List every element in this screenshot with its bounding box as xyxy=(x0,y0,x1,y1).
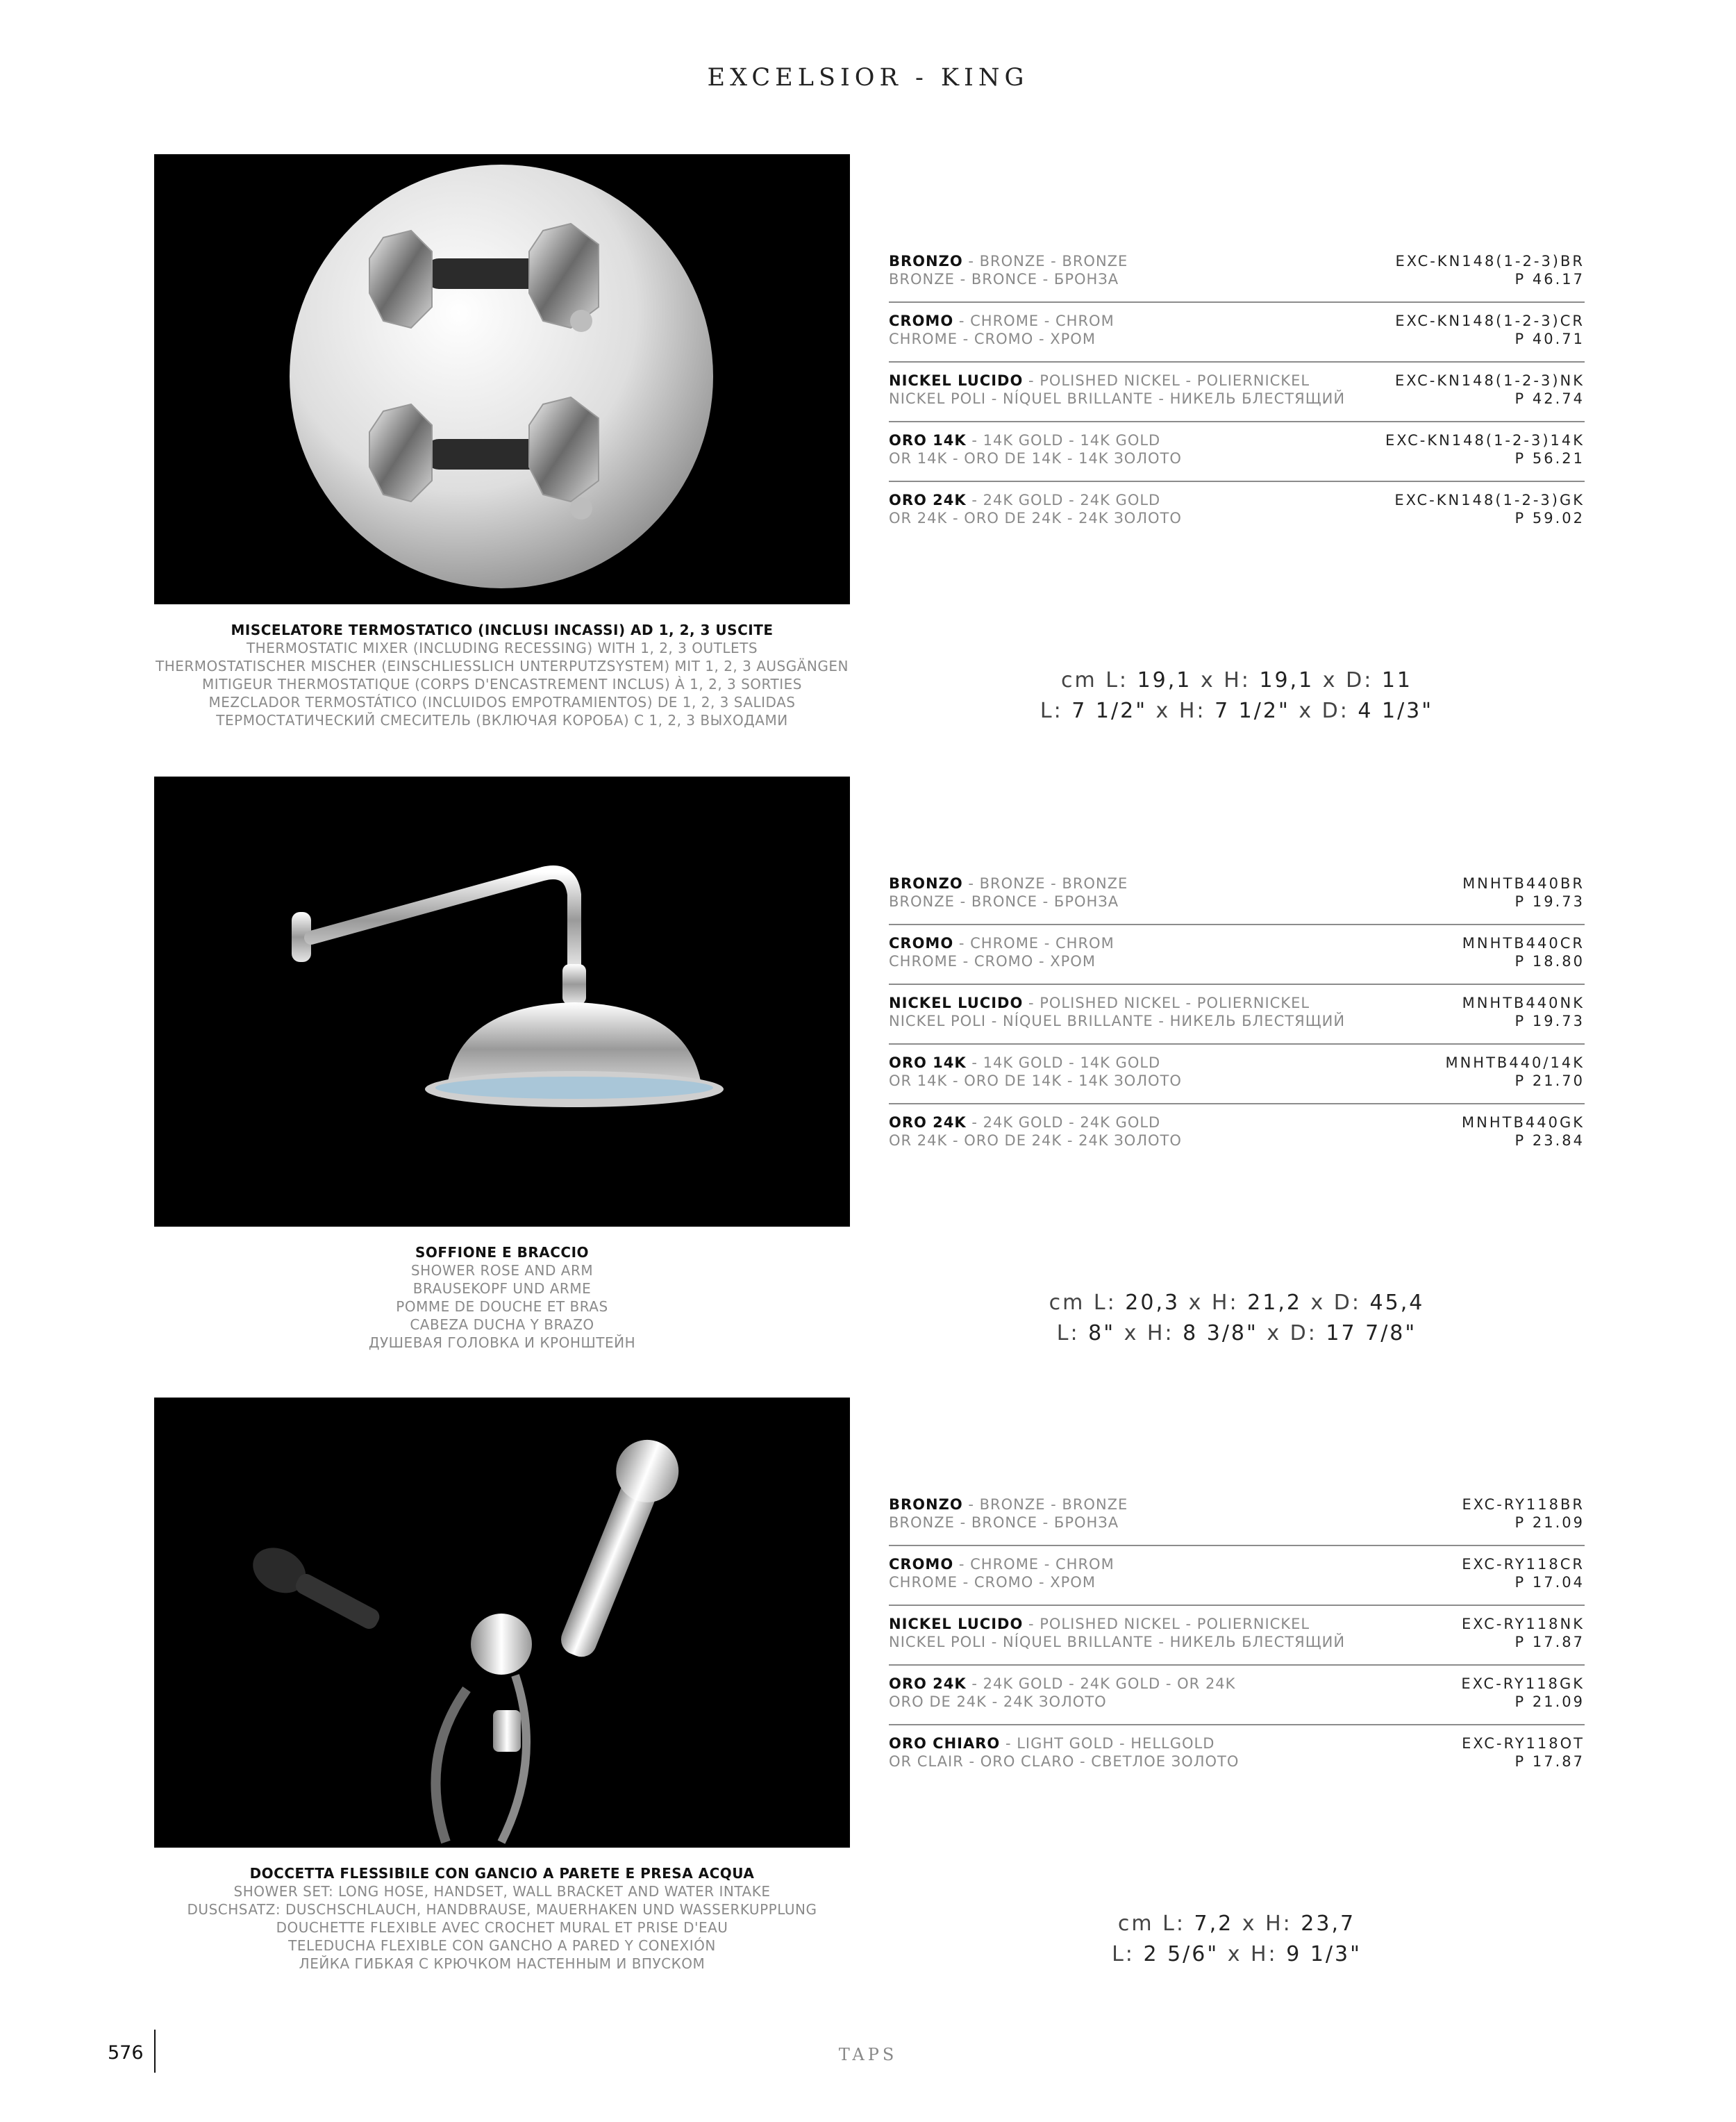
description-line: CABEZA DUCHA Y BRAZO xyxy=(410,1316,594,1333)
finish-translations: - 14K GOLD - 14K GOLD xyxy=(966,1054,1161,1071)
description-line: SHOWER ROSE AND ARM xyxy=(410,1262,594,1279)
product-description xyxy=(154,621,850,729)
product-price: P 21.09 xyxy=(1514,1693,1585,1710)
finish-translations: - BRONZE - BRONZE xyxy=(962,253,1128,270)
finish-table xyxy=(889,1486,1585,1785)
product-thermostatic-mixer xyxy=(0,154,1736,779)
finish-row xyxy=(889,303,1585,363)
product-code: MNHTB440GK xyxy=(1462,1114,1585,1131)
finish-name: BRONZO xyxy=(889,875,963,892)
finish-translations-secondary: BRONZE - BRONCE - БРОНЗА xyxy=(889,1514,1119,1531)
dimensions xyxy=(889,1909,1585,1970)
product-code: MNHTB440BR xyxy=(1462,875,1585,892)
finish-translations-secondary: CHROME - CROMO - ХРОМ xyxy=(889,331,1096,347)
product-price: P 42.74 xyxy=(1514,390,1585,407)
finish-table xyxy=(889,865,1585,1164)
finish-name: NICKEL LUCIDO xyxy=(889,1616,1024,1632)
finish-translations-secondary: OR 24K - ORO DE 24K - 24K ЗОЛОТО xyxy=(889,510,1182,527)
thermostatic-mixer-illustration xyxy=(154,154,850,604)
product-code: MNHTB440CR xyxy=(1462,935,1585,952)
finish-translations: - CHROME - CHROM xyxy=(953,935,1115,952)
product-code: MNHTB440/14K xyxy=(1445,1054,1585,1071)
product-code: EXC-RY118OT xyxy=(1462,1735,1585,1752)
finish-name: ORO 24K xyxy=(889,492,967,508)
finish-translations-secondary: OR 24K - ORO DE 24K - 24K ЗОЛОТО xyxy=(889,1132,1182,1149)
description-line: THERMOSTATISCHER MISCHER (EINSCHLIESSLICH UNTERPUTZSYSTEM) MIT 1, 2, 3 AUSGÄNGEN xyxy=(156,658,849,674)
finish-translations: - CHROME - CHROM xyxy=(953,313,1115,329)
product-price: P 17.87 xyxy=(1514,1634,1585,1650)
finish-row xyxy=(889,1104,1585,1164)
finish-name: BRONZO xyxy=(889,253,963,270)
dimensions-cm: cm L: 19,1 x H: 19,1 x D: 11 xyxy=(1060,668,1413,693)
finish-row xyxy=(889,1045,1585,1104)
product-code: EXC-KN148(1-2-3)GK xyxy=(1394,492,1585,508)
finish-translations: - POLISHED NICKEL - POLIERNICKEL xyxy=(1023,1616,1310,1632)
description-line: ЛЕЙКА ГИБКАЯ С КРЮЧКОМ НАСТЕННЫМ И ВПУСКОМ xyxy=(299,1955,706,1972)
finish-row xyxy=(889,925,1585,985)
finish-translations-secondary: CHROME - CROMO - ХРОМ xyxy=(889,1574,1096,1591)
product-price: P 59.02 xyxy=(1514,510,1585,527)
dimensions xyxy=(889,1288,1585,1349)
finish-row xyxy=(889,363,1585,422)
product-code: MNHTB440NK xyxy=(1462,995,1585,1011)
finish-name: ORO CHIARO xyxy=(889,1735,1001,1752)
product-price: P 18.80 xyxy=(1514,953,1585,970)
product-photo xyxy=(154,154,850,604)
finish-row xyxy=(889,865,1585,925)
finish-translations-secondary: NICKEL POLI - NÍQUEL BRILLANTE - НИКЕЛЬ БЛЕСТЯЩИЙ xyxy=(889,390,1346,407)
finish-row xyxy=(889,243,1585,303)
finish-translations: - BRONZE - BRONZE xyxy=(962,875,1128,892)
product-photo xyxy=(154,777,850,1227)
page-number: 576 xyxy=(108,2042,144,2064)
finish-translations: - POLISHED NICKEL - POLIERNICKEL xyxy=(1023,372,1310,389)
product-price: P 21.09 xyxy=(1514,1514,1585,1531)
shower-set-illustration xyxy=(154,1398,850,1848)
product-price: P 56.21 xyxy=(1514,450,1585,467)
finish-translations: - 14K GOLD - 14K GOLD xyxy=(966,432,1161,449)
product-code: EXC-RY118CR xyxy=(1462,1556,1585,1573)
finish-row xyxy=(889,1666,1585,1725)
finish-translations-secondary: OR 14K - ORO DE 14K - 14K ЗОЛОТО xyxy=(889,450,1182,467)
product-title: DOCCETTA FLESSIBILE CON GANCIO A PARETE E PRESA ACQUA xyxy=(249,1865,755,1882)
product-code: EXC-RY118BR xyxy=(1462,1496,1585,1513)
product-price: P 17.87 xyxy=(1514,1753,1585,1770)
product-price: P 19.73 xyxy=(1514,893,1585,910)
description-line: MITIGEUR THERMOSTATIQUE (CORPS D'ENCASTREMENT INCLUS) À 1, 2, 3 SORTIES xyxy=(202,676,802,693)
finish-row xyxy=(889,1606,1585,1666)
finish-name: CROMO xyxy=(889,1556,954,1573)
finish-translations: - LIGHT GOLD - HELLGOLD xyxy=(1000,1735,1215,1752)
description-line: ДУШЕВАЯ ГОЛОВКА И КРОНШТЕЙН xyxy=(368,1334,636,1351)
finish-row xyxy=(889,422,1585,482)
product-description xyxy=(154,1243,850,1352)
product-shower-rose xyxy=(0,777,1736,1402)
dimensions-inch: L: 7 1/2" x H: 7 1/2" x D: 4 1/3" xyxy=(1040,699,1434,723)
description-line: MEZCLADOR TERMOSTÁTICO (INCLUIDOS EMPOTRAMIENTOS) DE 1, 2, 3 SALIDAS xyxy=(208,694,796,711)
finish-table xyxy=(889,243,1585,542)
dimensions xyxy=(889,665,1585,727)
shower-rose-illustration xyxy=(154,777,850,1227)
description-line: DOUCHETTE FLEXIBLE AVEC CROCHET MURAL ET PRISE D'EAU xyxy=(276,1919,728,1936)
finish-name: NICKEL LUCIDO xyxy=(889,372,1024,389)
product-description xyxy=(154,1864,850,1973)
finish-row xyxy=(889,1725,1585,1785)
product-code: EXC-RY118GK xyxy=(1461,1675,1585,1692)
product-code: EXC-KN148(1-2-3)CR xyxy=(1395,313,1585,329)
finish-name: ORO 24K xyxy=(889,1114,967,1131)
dimensions-cm: cm L: 7,2 x H: 23,7 xyxy=(1117,1912,1356,1936)
product-code: EXC-RY118NK xyxy=(1461,1616,1585,1632)
description-line: THERMOSTATIC MIXER (INCLUDING RECESSING) WITH 1, 2, 3 OUTLETS xyxy=(246,640,758,656)
finish-row xyxy=(889,1486,1585,1546)
finish-translations: - POLISHED NICKEL - POLIERNICKEL xyxy=(1023,995,1310,1011)
finish-translations: - 24K GOLD - 24K GOLD xyxy=(966,1114,1161,1131)
finish-name: CROMO xyxy=(889,313,954,329)
description-line: SHOWER SET: LONG HOSE, HANDSET, WALL BRACKET AND WATER INTAKE xyxy=(233,1883,771,1900)
page-title: EXCELSIOR - KING xyxy=(707,64,1029,92)
product-price: P 17.04 xyxy=(1514,1574,1585,1591)
finish-row xyxy=(889,985,1585,1045)
product-price: P 40.71 xyxy=(1514,331,1585,347)
finish-translations-secondary: CHROME - CROMO - ХРОМ xyxy=(889,953,1096,970)
finish-name: BRONZO xyxy=(889,1496,963,1513)
finish-translations-secondary: NICKEL POLI - NÍQUEL BRILLANTE - НИКЕЛЬ БЛЕСТЯЩИЙ xyxy=(889,1013,1346,1029)
product-code: EXC-KN148(1-2-3)14K xyxy=(1385,432,1585,449)
product-code: EXC-KN148(1-2-3)BR xyxy=(1395,253,1585,270)
finish-translations-secondary: BRONZE - BRONCE - БРОНЗА xyxy=(889,893,1119,910)
product-shower-set xyxy=(0,1398,1736,2023)
dimensions-inch: L: 2 5/6" x H: 9 1/3" xyxy=(1112,1942,1362,1966)
finish-name: NICKEL LUCIDO xyxy=(889,995,1024,1011)
finish-name: ORO 14K xyxy=(889,1054,967,1071)
description-line: BRAUSEKOPF UND ARME xyxy=(412,1280,592,1297)
description-line: POMME DE DOUCHE ET BRAS xyxy=(396,1298,608,1315)
dimensions-cm: cm L: 20,3 x H: 21,2 x D: 45,4 xyxy=(1049,1291,1425,1315)
finish-name: ORO 24K xyxy=(889,1675,967,1692)
finish-translations-secondary: NICKEL POLI - NÍQUEL BRILLANTE - НИКЕЛЬ БЛЕСТЯЩИЙ xyxy=(889,1634,1346,1650)
finish-translations: - 24K GOLD - 24K GOLD xyxy=(966,492,1161,508)
product-price: P 23.84 xyxy=(1514,1132,1585,1149)
product-title: SOFFIONE E BRACCIO xyxy=(415,1244,590,1261)
finish-translations: - BRONZE - BRONZE xyxy=(962,1496,1128,1513)
finish-translations-secondary: OR 14K - ORO DE 14K - 14K ЗОЛОТО xyxy=(889,1072,1182,1089)
finish-row xyxy=(889,1546,1585,1606)
description-line: DUSCHSATZ: DUSCHSCHLAUCH, HANDBRAUSE, MAUERHAKEN UND WASSERKUPPLUNG xyxy=(187,1901,817,1918)
finish-name: ORO 14K xyxy=(889,432,967,449)
finish-translations-secondary: ORO DE 24K - 24K ЗОЛОТО xyxy=(889,1693,1107,1710)
finish-translations: - CHROME - CHROM xyxy=(953,1556,1115,1573)
finish-translations-secondary: OR CLAIR - ORO CLARO - СВЕТЛОЕ ЗОЛОТО xyxy=(889,1753,1240,1770)
finish-translations: - 24K GOLD - 24K GOLD - OR 24K xyxy=(966,1675,1236,1692)
finish-translations-secondary: BRONZE - BRONCE - БРОНЗА xyxy=(889,271,1119,288)
section-label: TAPS xyxy=(838,2045,898,2064)
finish-row xyxy=(889,482,1585,542)
product-code: EXC-KN148(1-2-3)NK xyxy=(1394,372,1585,389)
product-photo xyxy=(154,1398,850,1848)
description-line: TELEDUCHA FLEXIBLE CON GANCHO A PARED Y CONEXIÓN xyxy=(288,1937,716,1954)
product-price: P 21.70 xyxy=(1514,1072,1585,1089)
description-line: ТЕРМОСТАТИЧЕСКИЙ СМЕСИТЕЛЬ (ВКЛЮЧАЯ КОРОБА) С 1, 2, 3 ВЫХОДАМИ xyxy=(216,712,788,729)
product-price: P 19.73 xyxy=(1514,1013,1585,1029)
product-title: MISCELATORE TERMOSTATICO (INCLUSI INCASSI) AD 1, 2, 3 USCITE xyxy=(231,622,774,638)
dimensions-inch: L: 8" x H: 8 3/8" x D: 17 7/8" xyxy=(1056,1321,1417,1345)
finish-name: CROMO xyxy=(889,935,954,952)
product-price: P 46.17 xyxy=(1514,271,1585,288)
